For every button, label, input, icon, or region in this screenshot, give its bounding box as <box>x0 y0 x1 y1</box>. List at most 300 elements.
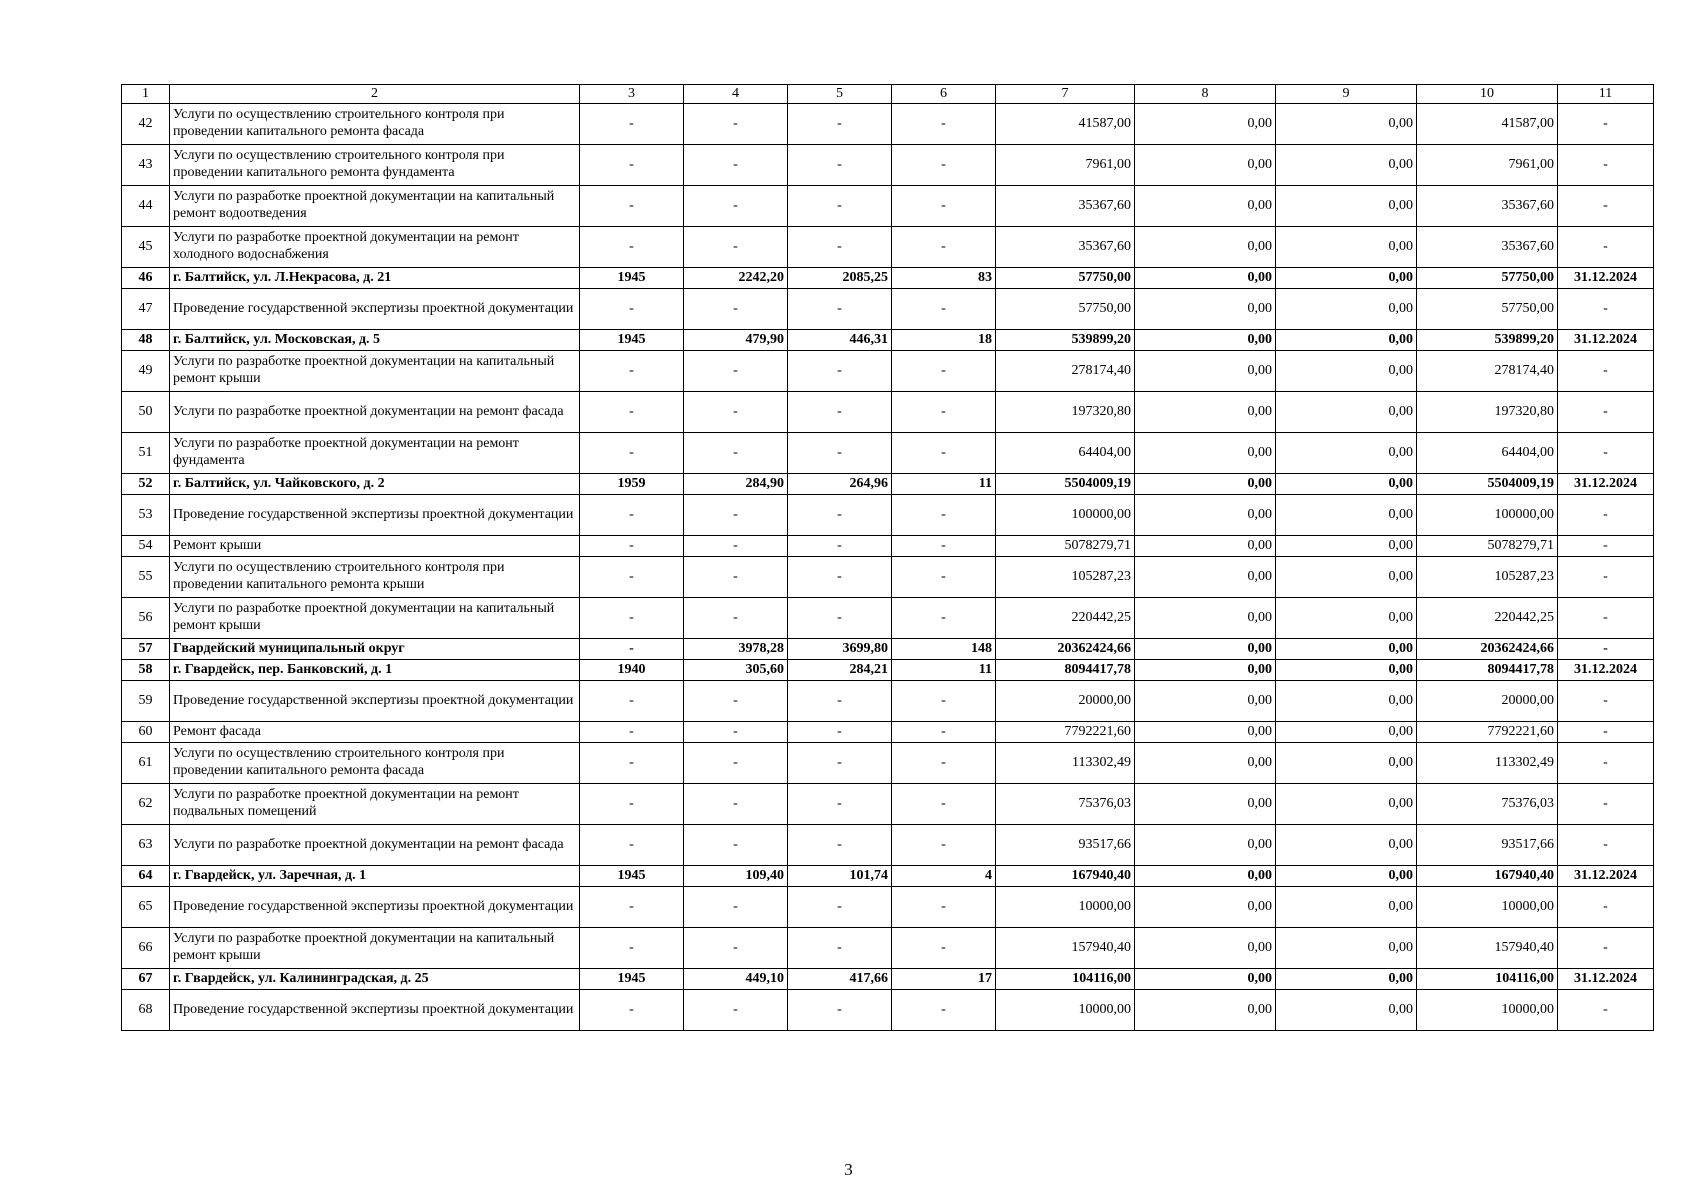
cell-budget-cost: 0,00 <box>1276 330 1417 351</box>
cell-year: 1945 <box>580 866 684 887</box>
cell-total-cost: 5078279,71 <box>996 536 1135 557</box>
cell-fund-cost: 0,00 <box>1135 268 1276 289</box>
column-number: 2 <box>170 85 580 104</box>
cell-year: - <box>580 186 684 227</box>
cell-total-area: - <box>684 495 788 536</box>
row-number: 47 <box>122 289 170 330</box>
cell-fund-cost: 0,00 <box>1135 289 1276 330</box>
row-number: 59 <box>122 681 170 722</box>
row-number: 53 <box>122 495 170 536</box>
cell-total-area: - <box>684 145 788 186</box>
cell-total-cost: 220442,25 <box>996 598 1135 639</box>
cell-total-area: - <box>684 887 788 928</box>
row-number: 64 <box>122 866 170 887</box>
table-row-summary <box>122 866 1654 887</box>
table-row <box>122 433 1654 474</box>
cell-budget-cost: 0,00 <box>1276 722 1417 743</box>
cell-residents: 83 <box>892 268 996 289</box>
table-row-summary <box>122 330 1654 351</box>
cell-residents: - <box>892 825 996 866</box>
cell-year: - <box>580 681 684 722</box>
row-name: Услуги по осуществлению строительного контроля при проведении капитального ремонта крыши <box>170 557 580 598</box>
cell-residents: - <box>892 227 996 268</box>
cell-residents: - <box>892 928 996 969</box>
cell-fund-cost: 0,00 <box>1135 330 1276 351</box>
table-row <box>122 990 1654 1031</box>
row-name: Проведение государственной экспертизы проектной документации <box>170 990 580 1031</box>
cell-total-cost: 100000,00 <box>996 495 1135 536</box>
cell-owner-cost: 157940,40 <box>1417 928 1558 969</box>
cell-residents: - <box>892 722 996 743</box>
cell-total-cost: 10000,00 <box>996 887 1135 928</box>
cell-total-area: - <box>684 598 788 639</box>
cell-living-area: - <box>788 784 892 825</box>
cell-owner-cost: 197320,80 <box>1417 392 1558 433</box>
row-number: 48 <box>122 330 170 351</box>
cell-year: - <box>580 722 684 743</box>
cell-deadline: - <box>1558 722 1654 743</box>
cell-living-area: - <box>788 928 892 969</box>
row-number: 68 <box>122 990 170 1031</box>
row-name: г. Гвардейск, ул. Заречная, д. 1 <box>170 866 580 887</box>
cell-total-area: - <box>684 186 788 227</box>
row-name: Услуги по разработке проектной документации на ремонт холодного водоснабжения <box>170 227 580 268</box>
table-row-summary <box>122 639 1654 660</box>
cell-living-area: 284,21 <box>788 660 892 681</box>
table-row-summary <box>122 474 1654 495</box>
table-row-summary <box>122 268 1654 289</box>
cell-residents: 148 <box>892 639 996 660</box>
row-name: Услуги по разработке проектной документации на капитальный ремонт крыши <box>170 351 580 392</box>
row-number: 66 <box>122 928 170 969</box>
cell-total-cost: 157940,40 <box>996 928 1135 969</box>
cell-residents: - <box>892 743 996 784</box>
cell-residents: 11 <box>892 474 996 495</box>
row-name: г. Гвардейск, пер. Банковский, д. 1 <box>170 660 580 681</box>
cell-year: - <box>580 495 684 536</box>
cell-fund-cost: 0,00 <box>1135 433 1276 474</box>
cell-year: - <box>580 557 684 598</box>
row-number: 67 <box>122 969 170 990</box>
cell-deadline: - <box>1558 392 1654 433</box>
cell-total-area: - <box>684 104 788 145</box>
cell-fund-cost: 0,00 <box>1135 887 1276 928</box>
row-name: Услуги по разработке проектной документации на ремонт фундамента <box>170 433 580 474</box>
cell-budget-cost: 0,00 <box>1276 784 1417 825</box>
cell-residents: - <box>892 186 996 227</box>
table-row <box>122 227 1654 268</box>
cell-deadline: - <box>1558 289 1654 330</box>
cell-owner-cost: 75376,03 <box>1417 784 1558 825</box>
cell-fund-cost: 0,00 <box>1135 928 1276 969</box>
cell-residents: - <box>892 433 996 474</box>
cell-total-cost: 8094417,78 <box>996 660 1135 681</box>
cell-year: - <box>580 104 684 145</box>
cell-total-cost: 57750,00 <box>996 289 1135 330</box>
cell-total-area: - <box>684 681 788 722</box>
table-row <box>122 681 1654 722</box>
cell-year: - <box>580 887 684 928</box>
cell-budget-cost: 0,00 <box>1276 474 1417 495</box>
cell-year: - <box>580 639 684 660</box>
cell-fund-cost: 0,00 <box>1135 825 1276 866</box>
cell-living-area: - <box>788 351 892 392</box>
column-number: 6 <box>892 85 996 104</box>
row-number: 56 <box>122 598 170 639</box>
cell-deadline: - <box>1558 743 1654 784</box>
cell-budget-cost: 0,00 <box>1276 990 1417 1031</box>
cell-year: - <box>580 433 684 474</box>
cell-living-area: - <box>788 495 892 536</box>
row-name: Проведение государственной экспертизы проектной документации <box>170 495 580 536</box>
cell-budget-cost: 0,00 <box>1276 660 1417 681</box>
cell-budget-cost: 0,00 <box>1276 289 1417 330</box>
row-number: 55 <box>122 557 170 598</box>
cell-total-area: - <box>684 825 788 866</box>
cell-fund-cost: 0,00 <box>1135 145 1276 186</box>
table-body <box>122 85 1654 1031</box>
cell-total-area: - <box>684 536 788 557</box>
cell-residents: - <box>892 557 996 598</box>
table-row-summary <box>122 660 1654 681</box>
cell-year: - <box>580 145 684 186</box>
cell-budget-cost: 0,00 <box>1276 928 1417 969</box>
cell-budget-cost: 0,00 <box>1276 639 1417 660</box>
row-name: Услуги по разработке проектной документации на ремонт фасада <box>170 392 580 433</box>
table-row <box>122 825 1654 866</box>
row-name: Ремонт фасада <box>170 722 580 743</box>
cell-owner-cost: 104116,00 <box>1417 969 1558 990</box>
cell-residents: 18 <box>892 330 996 351</box>
row-name: Услуги по разработке проектной документации на ремонт подвальных помещений <box>170 784 580 825</box>
cell-year: - <box>580 928 684 969</box>
cell-residents: - <box>892 104 996 145</box>
cell-living-area: - <box>788 743 892 784</box>
cell-year: - <box>580 392 684 433</box>
cell-total-cost: 57750,00 <box>996 268 1135 289</box>
cell-owner-cost: 35367,60 <box>1417 227 1558 268</box>
cell-owner-cost: 105287,23 <box>1417 557 1558 598</box>
cell-fund-cost: 0,00 <box>1135 557 1276 598</box>
cell-residents: 4 <box>892 866 996 887</box>
row-name: Гвардейский муниципальный округ <box>170 639 580 660</box>
cell-deadline: - <box>1558 784 1654 825</box>
cell-deadline: - <box>1558 433 1654 474</box>
cell-fund-cost: 0,00 <box>1135 990 1276 1031</box>
column-number: 11 <box>1558 85 1654 104</box>
cell-deadline: - <box>1558 495 1654 536</box>
cell-owner-cost: 93517,66 <box>1417 825 1558 866</box>
cell-total-area: - <box>684 784 788 825</box>
cell-deadline: - <box>1558 928 1654 969</box>
cell-deadline: - <box>1558 825 1654 866</box>
cell-fund-cost: 0,00 <box>1135 660 1276 681</box>
cell-living-area: 446,31 <box>788 330 892 351</box>
cell-total-area: 2242,20 <box>684 268 788 289</box>
cell-total-area: - <box>684 289 788 330</box>
cell-budget-cost: 0,00 <box>1276 433 1417 474</box>
row-name: Проведение государственной экспертизы проектной документации <box>170 289 580 330</box>
cell-year: - <box>580 825 684 866</box>
cell-living-area: - <box>788 433 892 474</box>
cell-living-area: 264,96 <box>788 474 892 495</box>
cell-total-cost: 167940,40 <box>996 866 1135 887</box>
cell-residents: - <box>892 289 996 330</box>
cell-living-area: - <box>788 227 892 268</box>
row-number: 50 <box>122 392 170 433</box>
cell-living-area: 3699,80 <box>788 639 892 660</box>
cell-owner-cost: 10000,00 <box>1417 887 1558 928</box>
table-row <box>122 536 1654 557</box>
cell-owner-cost: 20362424,66 <box>1417 639 1558 660</box>
cell-total-area: - <box>684 351 788 392</box>
cell-total-area: - <box>684 928 788 969</box>
cell-year: 1945 <box>580 330 684 351</box>
cell-owner-cost: 220442,25 <box>1417 598 1558 639</box>
cell-residents: - <box>892 495 996 536</box>
cell-total-cost: 20362424,66 <box>996 639 1135 660</box>
cell-living-area: - <box>788 557 892 598</box>
row-name: Услуги по разработке проектной документации на ремонт фасада <box>170 825 580 866</box>
cell-budget-cost: 0,00 <box>1276 392 1417 433</box>
cell-owner-cost: 5504009,19 <box>1417 474 1558 495</box>
cell-owner-cost: 57750,00 <box>1417 268 1558 289</box>
cell-fund-cost: 0,00 <box>1135 186 1276 227</box>
cell-deadline: - <box>1558 145 1654 186</box>
cell-total-cost: 113302,49 <box>996 743 1135 784</box>
row-number: 63 <box>122 825 170 866</box>
cell-owner-cost: 7961,00 <box>1417 145 1558 186</box>
cell-budget-cost: 0,00 <box>1276 145 1417 186</box>
cell-owner-cost: 113302,49 <box>1417 743 1558 784</box>
cell-residents: 17 <box>892 969 996 990</box>
cell-budget-cost: 0,00 <box>1276 268 1417 289</box>
cell-living-area: - <box>788 392 892 433</box>
cell-year: - <box>580 990 684 1031</box>
row-number: 60 <box>122 722 170 743</box>
table-row <box>122 392 1654 433</box>
cell-owner-cost: 20000,00 <box>1417 681 1558 722</box>
cell-year: - <box>580 743 684 784</box>
cell-deadline: - <box>1558 681 1654 722</box>
cell-residents: - <box>892 784 996 825</box>
cell-budget-cost: 0,00 <box>1276 969 1417 990</box>
cell-total-area: - <box>684 227 788 268</box>
table-row-summary <box>122 969 1654 990</box>
cell-owner-cost: 100000,00 <box>1417 495 1558 536</box>
cell-total-cost: 104116,00 <box>996 969 1135 990</box>
cell-living-area: - <box>788 990 892 1031</box>
row-number: 58 <box>122 660 170 681</box>
cell-year: - <box>580 227 684 268</box>
cell-deadline: - <box>1558 557 1654 598</box>
cell-year: 1959 <box>580 474 684 495</box>
cell-residents: - <box>892 598 996 639</box>
cell-living-area: - <box>788 681 892 722</box>
cell-total-cost: 10000,00 <box>996 990 1135 1031</box>
cell-living-area: - <box>788 186 892 227</box>
column-number: 10 <box>1417 85 1558 104</box>
cell-residents: - <box>892 536 996 557</box>
table-row <box>122 557 1654 598</box>
row-number: 51 <box>122 433 170 474</box>
cell-fund-cost: 0,00 <box>1135 681 1276 722</box>
cell-deadline: - <box>1558 536 1654 557</box>
page-number: 3 <box>844 1160 853 1179</box>
column-number: 9 <box>1276 85 1417 104</box>
cell-year: - <box>580 351 684 392</box>
cell-owner-cost: 41587,00 <box>1417 104 1558 145</box>
cell-fund-cost: 0,00 <box>1135 866 1276 887</box>
cell-total-cost: 20000,00 <box>996 681 1135 722</box>
cell-budget-cost: 0,00 <box>1276 887 1417 928</box>
cell-total-cost: 197320,80 <box>996 392 1135 433</box>
cell-total-cost: 93517,66 <box>996 825 1135 866</box>
cell-residents: - <box>892 145 996 186</box>
table-row <box>122 145 1654 186</box>
row-number: 62 <box>122 784 170 825</box>
row-number: 61 <box>122 743 170 784</box>
cell-total-area: 109,40 <box>684 866 788 887</box>
cell-year: - <box>580 289 684 330</box>
cell-owner-cost: 167940,40 <box>1417 866 1558 887</box>
cell-living-area: 417,66 <box>788 969 892 990</box>
table-row <box>122 495 1654 536</box>
cell-budget-cost: 0,00 <box>1276 186 1417 227</box>
table-row <box>122 186 1654 227</box>
cell-year: 1940 <box>580 660 684 681</box>
cell-year: 1945 <box>580 969 684 990</box>
cell-total-area: - <box>684 722 788 743</box>
table-row <box>122 351 1654 392</box>
cell-deadline: - <box>1558 186 1654 227</box>
table-row <box>122 722 1654 743</box>
cell-year: - <box>580 598 684 639</box>
cell-total-area: - <box>684 433 788 474</box>
cell-total-cost: 539899,20 <box>996 330 1135 351</box>
cell-fund-cost: 0,00 <box>1135 392 1276 433</box>
cell-deadline: - <box>1558 639 1654 660</box>
cell-deadline: 31.12.2024 <box>1558 660 1654 681</box>
cell-total-area: - <box>684 743 788 784</box>
cell-residents: - <box>892 681 996 722</box>
row-name: Услуги по разработке проектной документации на капитальный ремонт крыши <box>170 598 580 639</box>
cell-budget-cost: 0,00 <box>1276 743 1417 784</box>
row-number: 46 <box>122 268 170 289</box>
cell-total-area: 284,90 <box>684 474 788 495</box>
cell-total-cost: 7792221,60 <box>996 722 1135 743</box>
row-number: 45 <box>122 227 170 268</box>
cell-total-cost: 278174,40 <box>996 351 1135 392</box>
cell-budget-cost: 0,00 <box>1276 227 1417 268</box>
row-name: Проведение государственной экспертизы проектной документации <box>170 681 580 722</box>
row-number: 44 <box>122 186 170 227</box>
cell-deadline: 31.12.2024 <box>1558 866 1654 887</box>
cell-total-cost: 7961,00 <box>996 145 1135 186</box>
cell-deadline: - <box>1558 598 1654 639</box>
cell-owner-cost: 35367,60 <box>1417 186 1558 227</box>
cell-fund-cost: 0,00 <box>1135 969 1276 990</box>
cell-owner-cost: 10000,00 <box>1417 990 1558 1031</box>
cell-deadline: - <box>1558 990 1654 1031</box>
cell-residents: - <box>892 887 996 928</box>
cell-living-area: 101,74 <box>788 866 892 887</box>
cell-total-area: 305,60 <box>684 660 788 681</box>
cell-year: - <box>580 784 684 825</box>
cell-total-area: - <box>684 990 788 1031</box>
cell-deadline: - <box>1558 227 1654 268</box>
cell-deadline: 31.12.2024 <box>1558 474 1654 495</box>
cell-fund-cost: 0,00 <box>1135 351 1276 392</box>
cell-budget-cost: 0,00 <box>1276 536 1417 557</box>
cell-living-area: - <box>788 104 892 145</box>
row-number: 57 <box>122 639 170 660</box>
capital-repair-table <box>121 84 1654 1031</box>
cell-total-area: 479,90 <box>684 330 788 351</box>
cell-living-area: - <box>788 536 892 557</box>
cell-owner-cost: 5078279,71 <box>1417 536 1558 557</box>
row-number: 54 <box>122 536 170 557</box>
cell-budget-cost: 0,00 <box>1276 825 1417 866</box>
cell-living-area: 2085,25 <box>788 268 892 289</box>
table-row <box>122 598 1654 639</box>
cell-fund-cost: 0,00 <box>1135 536 1276 557</box>
cell-budget-cost: 0,00 <box>1276 557 1417 598</box>
row-name: Проведение государственной экспертизы проектной документации <box>170 887 580 928</box>
cell-total-cost: 105287,23 <box>996 557 1135 598</box>
cell-owner-cost: 278174,40 <box>1417 351 1558 392</box>
cell-total-area: 449,10 <box>684 969 788 990</box>
row-number: 42 <box>122 104 170 145</box>
row-name: г. Балтийск, ул. Л.Некрасова, д. 21 <box>170 268 580 289</box>
cell-total-area: 3978,28 <box>684 639 788 660</box>
table-row <box>122 784 1654 825</box>
cell-owner-cost: 57750,00 <box>1417 289 1558 330</box>
row-number: 65 <box>122 887 170 928</box>
row-name: Ремонт крыши <box>170 536 580 557</box>
table-row <box>122 289 1654 330</box>
row-name: г. Балтийск, ул. Чайковского, д. 2 <box>170 474 580 495</box>
cell-deadline: - <box>1558 351 1654 392</box>
column-number: 3 <box>580 85 684 104</box>
row-name: Услуги по осуществлению строительного контроля при проведении капитального ремонта фасада <box>170 743 580 784</box>
cell-owner-cost: 7792221,60 <box>1417 722 1558 743</box>
cell-living-area: - <box>788 289 892 330</box>
cell-owner-cost: 8094417,78 <box>1417 660 1558 681</box>
cell-budget-cost: 0,00 <box>1276 495 1417 536</box>
cell-budget-cost: 0,00 <box>1276 351 1417 392</box>
column-number: 1 <box>122 85 170 104</box>
cell-total-area: - <box>684 392 788 433</box>
cell-total-cost: 35367,60 <box>996 227 1135 268</box>
cell-living-area: - <box>788 887 892 928</box>
cell-total-cost: 35367,60 <box>996 186 1135 227</box>
table-row <box>122 887 1654 928</box>
row-name: Услуги по осуществлению строительного контроля при проведении капитального ремонта фундамента <box>170 145 580 186</box>
cell-total-cost: 5504009,19 <box>996 474 1135 495</box>
cell-fund-cost: 0,00 <box>1135 743 1276 784</box>
cell-budget-cost: 0,00 <box>1276 866 1417 887</box>
column-number-row <box>122 85 1654 104</box>
row-number: 43 <box>122 145 170 186</box>
cell-fund-cost: 0,00 <box>1135 474 1276 495</box>
column-number: 5 <box>788 85 892 104</box>
cell-fund-cost: 0,00 <box>1135 104 1276 145</box>
table-row <box>122 928 1654 969</box>
column-number: 7 <box>996 85 1135 104</box>
row-name: г. Балтийск, ул. Московская, д. 5 <box>170 330 580 351</box>
cell-budget-cost: 0,00 <box>1276 598 1417 639</box>
